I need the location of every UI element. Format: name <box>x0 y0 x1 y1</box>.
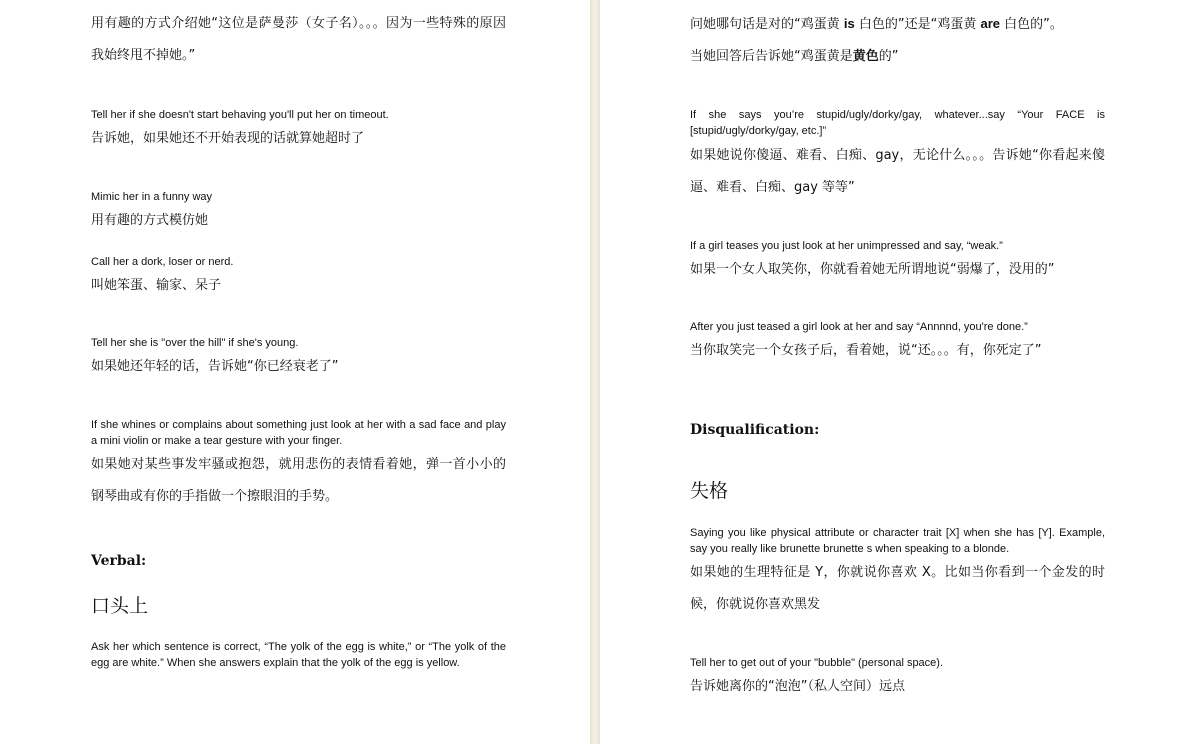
paragraph-yolk-zh <box>690 8 1105 73</box>
paragraph-intro-samantha-zh: 用有趣的方式介绍她“这位是萨曼莎（女子名）。。。因为一些特殊的原因我始终甩不掉她。” <box>91 16 506 63</box>
yolk-zh-line2-c: 的” <box>878 49 899 64</box>
paragraph-dork-en: Call her a dork, loser or nerd. <box>91 256 234 268</box>
yolk-zh-bold-yellow: 黄色 <box>852 49 879 64</box>
paragraph-face-zh: 如果她说你傻逼、难看、白痴、gay，无论什么。。。告诉她“你看起来傻逼、难看、白痴、gay 等等” <box>690 148 1105 195</box>
paragraph-attribute-en: Saying you like physical attribute or character trait [X] when she has [Y]. Example, say you really like brunette brunette s when speaking to a blonde. <box>690 527 1105 555</box>
paragraph-attribute-zh: 如果她的生理特征是 Y，你就说你喜欢 X。比如当你看到一个金发的时候，你就说你喜欢黑发 <box>690 565 1105 612</box>
yolk-zh-part-a: 问她哪句话是对的“鸡蛋黄 <box>690 17 840 32</box>
heading-verbal-en: Verbal: <box>91 553 147 569</box>
yolk-are-word: are <box>980 16 1001 31</box>
paragraph-mimic-zh: 用有趣的方式模仿她 <box>91 213 209 228</box>
yolk-is-word: is <box>843 16 855 31</box>
yolk-zh-line2-a: 当她回答后告诉她“鸡蛋黄是 <box>690 49 853 64</box>
heading-verbal-zh: 口头上 <box>91 595 149 617</box>
heading-disqualification-en: Disqualification: <box>690 422 820 438</box>
paragraph-done-zh: 当你取笑完一个女孩子后，看着她，说“还。。。有，你死定了” <box>690 343 1042 358</box>
page-gutter <box>590 0 600 744</box>
left-page <box>0 0 590 744</box>
heading-disqualification-zh: 失格 <box>690 480 729 502</box>
paragraph-dork-zh: 叫她笨蛋、输家、呆子 <box>91 278 222 293</box>
paragraph-over-hill-zh: 如果她还年轻的话，告诉她“你已经衰老了” <box>91 359 339 374</box>
paragraph-weak-en: If a girl teases you just look at her unimpressed and say, “weak.” <box>690 240 1003 252</box>
right-page <box>600 0 1190 744</box>
yolk-zh-part-c: 白色的”。 <box>1004 17 1063 32</box>
paragraph-violin-zh: 如果她对某些事发牢骚或抱怨，就用悲伤的表情看着她，弹一首小小的钢琴曲或有你的手指做一个擦眼泪的手势。 <box>91 457 506 504</box>
paragraph-timeout-zh: 告诉她，如果她还不开始表现的话就算她超时了 <box>91 131 365 146</box>
paragraph-face-en: If she says you’re stupid/ugly/dorky/gay, whatever...say “Your FACE is [stupid/ugly/dorky/gay, etc.]” <box>690 109 1105 137</box>
paragraph-weak-zh: 如果一个女人取笑你，你就看着她无所谓地说“弱爆了，没用的” <box>690 262 1055 277</box>
paragraph-over-hill-en: Tell her she is "over the hill" if she's young. <box>91 337 299 349</box>
paragraph-done-en: After you just teased a girl look at her and say “Annnnd, you're done.” <box>690 321 1028 333</box>
paragraph-timeout-en: Tell her if she doesn't start behaving you'll put her on timeout. <box>91 109 389 121</box>
paragraph-mimic-en: Mimic her in a funny way <box>91 191 213 203</box>
paragraph-violin-en: If she whines or complains about something just look at her with a sad face and play a mini violin or make a tear gesture with your finger. <box>91 419 506 447</box>
paragraph-yolk-en: Ask her which sentence is correct, “The yolk of the egg is white,” or “The yolk of the egg are white.” When she answers explain that the yolk of the egg is yellow. <box>91 641 506 669</box>
paragraph-bubble-en: Tell her to get out of your "bubble" (personal space). <box>690 657 944 669</box>
paragraph-bubble-zh: 告诉她离你的“泡泡”（私人空间）远点 <box>690 679 905 694</box>
yolk-zh-part-b: 白色的”还是“鸡蛋黄 <box>858 17 977 32</box>
